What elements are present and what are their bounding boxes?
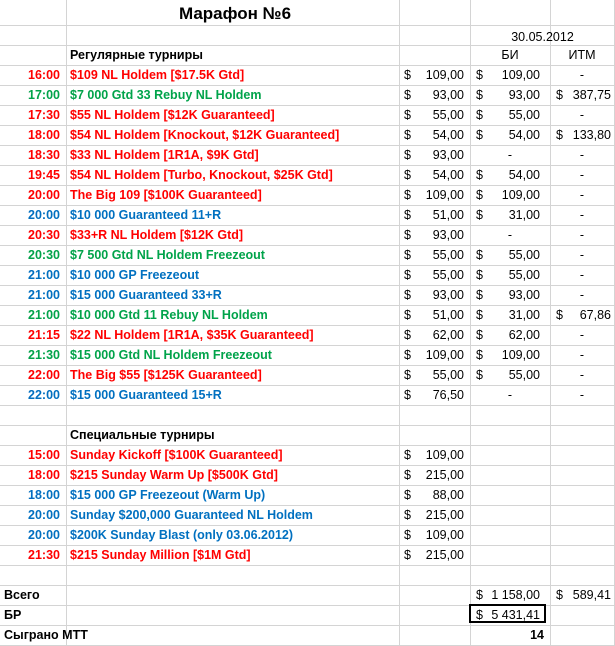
currency-symbol: $ — [404, 288, 411, 302]
tournament-row[interactable] — [0, 185, 615, 205]
selected-cell-border — [469, 604, 546, 623]
currency-symbol: $ — [404, 128, 411, 142]
bi-value[interactable]: 55,00 — [508, 248, 540, 262]
tournament-time: 21:00 — [28, 268, 60, 282]
currency-symbol: $ — [476, 368, 483, 382]
buyin-value[interactable]: 88,00 — [432, 488, 464, 502]
buyin-value[interactable]: 55,00 — [432, 268, 464, 282]
itm-value[interactable]: - — [579, 188, 585, 202]
tournament-name[interactable]: $215 Sunday Warm Up [$500K Gtd] — [70, 468, 278, 482]
tournament-row[interactable] — [0, 385, 615, 405]
itm-value[interactable]: - — [579, 288, 585, 302]
date-cell[interactable]: 30.05.2012 — [511, 30, 574, 44]
currency-symbol: $ — [404, 188, 411, 202]
buyin-value[interactable]: 93,00 — [432, 228, 464, 242]
itm-value[interactable]: 387,75 — [572, 88, 611, 102]
currency-symbol: $ — [404, 168, 411, 182]
tournament-name[interactable]: $7 500 Gtd NL Holdem Freezeout — [70, 248, 265, 262]
total-row — [0, 585, 615, 605]
currency-symbol: $ — [404, 108, 411, 122]
buyin-value[interactable]: 51,00 — [432, 308, 464, 322]
currency-symbol: $ — [404, 68, 411, 82]
tournament-name[interactable]: $54 NL Holdem [Turbo, Knockout, $25K Gtd] — [70, 168, 333, 182]
tournament-name[interactable]: $200K Sunday Blast (only 03.06.2012) — [70, 528, 294, 542]
itm-value[interactable]: - — [579, 348, 585, 362]
buyin-value[interactable]: 55,00 — [432, 108, 464, 122]
tournament-name[interactable]: $109 NL Holdem [$17.5K Gtd] — [70, 68, 245, 82]
tournament-name[interactable]: $10 000 Gtd 11 Rebuy NL Holdem — [70, 308, 268, 322]
currency-symbol: $ — [476, 588, 483, 602]
currency-symbol: $ — [476, 168, 483, 182]
bi-value[interactable]: 55,00 — [508, 368, 540, 382]
currency-symbol: $ — [556, 308, 563, 322]
currency-symbol: $ — [404, 308, 411, 322]
currency-symbol: $ — [404, 508, 411, 522]
grid-line-horizontal — [0, 565, 615, 566]
tournament-time: 21:30 — [28, 548, 60, 562]
total-label: Всего — [4, 588, 40, 602]
buyin-value[interactable]: 93,00 — [432, 88, 464, 102]
currency-symbol: $ — [476, 68, 483, 82]
br-label: БР — [4, 608, 22, 622]
tournament-row[interactable] — [0, 285, 615, 305]
tournament-name[interactable]: Sunday Kickoff [$100K Guaranteed] — [70, 448, 283, 462]
tournament-time: 20:00 — [28, 188, 60, 202]
currency-symbol: $ — [404, 228, 411, 242]
bi-value[interactable]: 93,00 — [508, 88, 540, 102]
currency-symbol: $ — [476, 608, 483, 622]
currency-symbol: $ — [476, 308, 483, 322]
currency-symbol: $ — [404, 548, 411, 562]
buyin-value[interactable]: 109,00 — [425, 448, 464, 462]
itm-value[interactable]: - — [579, 248, 585, 262]
tournament-row[interactable] — [0, 265, 615, 285]
tournament-name[interactable]: $15 000 GP Freezeout (Warm Up) — [70, 488, 266, 502]
buyin-value[interactable]: 109,00 — [425, 348, 464, 362]
special-tournament-row[interactable] — [0, 525, 615, 545]
itm-value[interactable]: - — [579, 208, 585, 222]
tournament-time: 17:00 — [28, 88, 60, 102]
currency-symbol: $ — [476, 208, 483, 222]
bi-value[interactable]: - — [507, 228, 513, 242]
bi-value[interactable]: - — [507, 388, 513, 402]
tournament-name[interactable]: $15 000 Gtd NL Holdem Freezeout — [70, 348, 272, 362]
tournament-time: 18:00 — [28, 468, 60, 482]
currency-symbol: $ — [476, 288, 483, 302]
buyin-value[interactable]: 93,00 — [432, 288, 464, 302]
buyin-value[interactable]: 109,00 — [425, 528, 464, 542]
tournament-row[interactable] — [0, 245, 615, 265]
currency-symbol: $ — [404, 488, 411, 502]
tournament-name[interactable]: $15 000 Guaranteed 15+R — [70, 388, 222, 402]
buyin-value[interactable]: 215,00 — [425, 468, 464, 482]
tournament-name[interactable]: The Big 109 [$100K Guaranteed] — [70, 188, 262, 202]
tournament-time: 21:00 — [28, 288, 60, 302]
tournament-name[interactable]: $33+R NL Holdem [$12K Gtd] — [70, 228, 244, 242]
bi-value[interactable]: 55,00 — [508, 108, 540, 122]
tournament-name[interactable]: $10 000 GP Freezeout — [70, 268, 200, 282]
buyin-value[interactable]: 215,00 — [425, 508, 464, 522]
currency-symbol: $ — [476, 348, 483, 362]
currency-symbol: $ — [404, 528, 411, 542]
tournament-name[interactable]: $33 NL Holdem [1R1A, $9K Gtd] — [70, 148, 259, 162]
buyin-value[interactable]: 62,00 — [432, 328, 464, 342]
buyin-value[interactable]: 54,00 — [432, 168, 464, 182]
special-tournament-row[interactable] — [0, 445, 615, 465]
tournament-time: 20:30 — [28, 248, 60, 262]
currency-symbol: $ — [404, 468, 411, 482]
currency-symbol: $ — [404, 448, 411, 462]
total-itm-value[interactable]: 589,41 — [572, 588, 611, 602]
currency-symbol: $ — [404, 88, 411, 102]
tournament-time: 20:00 — [28, 208, 60, 222]
currency-symbol: $ — [556, 88, 563, 102]
tournament-time: 16:00 — [28, 68, 60, 82]
itm-value[interactable]: - — [579, 168, 585, 182]
currency-symbol: $ — [476, 128, 483, 142]
itm-value[interactable]: - — [579, 328, 585, 342]
special-tournament-row[interactable] — [0, 545, 615, 565]
tournament-time: 20:00 — [28, 508, 60, 522]
tournament-name[interactable]: $215 Sunday Million [$1M Gtd] — [70, 548, 251, 562]
currency-symbol: $ — [476, 328, 483, 342]
tournament-row[interactable] — [0, 325, 615, 345]
currency-symbol: $ — [404, 268, 411, 282]
tournament-time: 20:30 — [28, 228, 60, 242]
currency-symbol: $ — [404, 148, 411, 162]
tournament-row[interactable] — [0, 125, 615, 145]
tournament-row[interactable] — [0, 145, 615, 165]
tournament-time: 17:30 — [28, 108, 60, 122]
currency-symbol: $ — [476, 248, 483, 262]
currency-symbol: $ — [404, 328, 411, 342]
tournament-row[interactable] — [0, 365, 615, 385]
tournament-time: 18:30 — [28, 148, 60, 162]
tournament-time: 19:45 — [28, 168, 60, 182]
played-label: Сыграно МТТ — [4, 628, 88, 642]
tournament-row[interactable] — [0, 345, 615, 365]
tournament-row[interactable] — [0, 165, 615, 185]
sheet-title: Марафон №6 — [178, 4, 292, 23]
tournament-time: 15:00 — [28, 448, 60, 462]
special-tournament-row[interactable] — [0, 485, 615, 505]
tournament-name[interactable]: Sunday $200,000 Guaranteed NL Holdem — [70, 508, 313, 522]
itm-value[interactable]: 133,80 — [572, 128, 611, 142]
bi-value[interactable]: 109,00 — [501, 68, 540, 82]
tournament-row[interactable] — [0, 65, 615, 85]
itm-value[interactable]: - — [579, 368, 585, 382]
buyin-value[interactable]: 109,00 — [425, 68, 464, 82]
buyin-value[interactable]: 55,00 — [432, 368, 464, 382]
tournament-time: 18:00 — [28, 488, 60, 502]
tournament-name[interactable]: $55 NL Holdem [$12K Guaranteed] — [70, 108, 275, 122]
currency-symbol: $ — [404, 248, 411, 262]
tournament-time: 18:00 — [28, 128, 60, 142]
tournament-name[interactable]: $15 000 Guaranteed 33+R — [70, 288, 222, 302]
buyin-value[interactable]: 93,00 — [432, 148, 464, 162]
currency-symbol: $ — [476, 188, 483, 202]
special-section-header: Специальные турниры — [70, 428, 215, 442]
currency-symbol: $ — [404, 348, 411, 362]
itm-value[interactable]: - — [579, 68, 585, 82]
column-header-itm: ИТМ — [568, 48, 596, 62]
buyin-value[interactable]: 54,00 — [432, 128, 464, 142]
tournament-time: 21:15 — [28, 328, 60, 342]
tournament-time: 22:00 — [28, 368, 60, 382]
itm-value[interactable]: - — [579, 148, 585, 162]
bi-value[interactable]: - — [507, 148, 513, 162]
itm-value[interactable]: 67,86 — [579, 308, 611, 322]
tournament-time: 21:00 — [28, 308, 60, 322]
bi-value[interactable]: 93,00 — [508, 288, 540, 302]
currency-symbol: $ — [404, 208, 411, 222]
currency-symbol: $ — [556, 128, 563, 142]
buyin-value[interactable]: 55,00 — [432, 248, 464, 262]
total-bi-value[interactable]: 1 158,00 — [491, 588, 540, 602]
currency-symbol: $ — [556, 588, 563, 602]
buyin-value[interactable]: 109,00 — [425, 188, 464, 202]
tournament-time: 20:00 — [28, 528, 60, 542]
bi-value[interactable]: 31,00 — [508, 308, 540, 322]
tournament-time: 22:00 — [28, 388, 60, 402]
currency-symbol: $ — [476, 108, 483, 122]
buyin-value[interactable]: 215,00 — [425, 548, 464, 562]
bi-value[interactable]: 109,00 — [501, 188, 540, 202]
tournament-time: 21:30 — [28, 348, 60, 362]
column-header-bi: БИ — [501, 48, 519, 62]
tournament-row[interactable] — [0, 305, 615, 325]
bi-value[interactable]: 55,00 — [508, 268, 540, 282]
tournament-row[interactable] — [0, 205, 615, 225]
tournament-row[interactable] — [0, 85, 615, 105]
itm-value[interactable]: - — [579, 108, 585, 122]
tournament-name[interactable]: $54 NL Holdem [Knockout, $12K Guaranteed] — [70, 128, 340, 142]
currency-symbol: $ — [404, 388, 411, 402]
itm-value[interactable]: - — [579, 268, 585, 282]
bi-value[interactable]: 62,00 — [508, 328, 540, 342]
buyin-value[interactable]: 51,00 — [432, 208, 464, 222]
bi-value[interactable]: 109,00 — [501, 348, 540, 362]
itm-value[interactable]: - — [579, 228, 585, 242]
currency-symbol: $ — [404, 368, 411, 382]
regular-section-header: Регулярные турниры — [70, 48, 203, 62]
grid-line-horizontal — [0, 405, 615, 406]
tournament-row[interactable] — [0, 105, 615, 125]
tournament-name[interactable]: $7 000 Gtd 33 Rebuy NL Holdem — [70, 88, 262, 102]
buyin-value[interactable]: 76,50 — [432, 388, 464, 402]
currency-symbol: $ — [476, 88, 483, 102]
played-value[interactable]: 14 — [530, 628, 544, 642]
tournament-name[interactable]: $10 000 Guaranteed 11+R — [70, 208, 222, 222]
tournament-row[interactable] — [0, 225, 615, 245]
special-tournament-row[interactable] — [0, 465, 615, 485]
currency-symbol: $ — [476, 268, 483, 282]
tournament-name[interactable]: $22 NL Holdem [1R1A, $35K Guaranteed] — [70, 328, 314, 342]
br-value[interactable]: 5 431,41 — [491, 608, 540, 622]
bi-value[interactable]: 54,00 — [508, 168, 540, 182]
bi-value[interactable]: 54,00 — [508, 128, 540, 142]
tournament-name[interactable]: The Big $55 [$125K Guaranteed] — [70, 368, 262, 382]
itm-value[interactable]: - — [579, 388, 585, 402]
special-tournament-row[interactable] — [0, 505, 615, 525]
bi-value[interactable]: 31,00 — [508, 208, 540, 222]
